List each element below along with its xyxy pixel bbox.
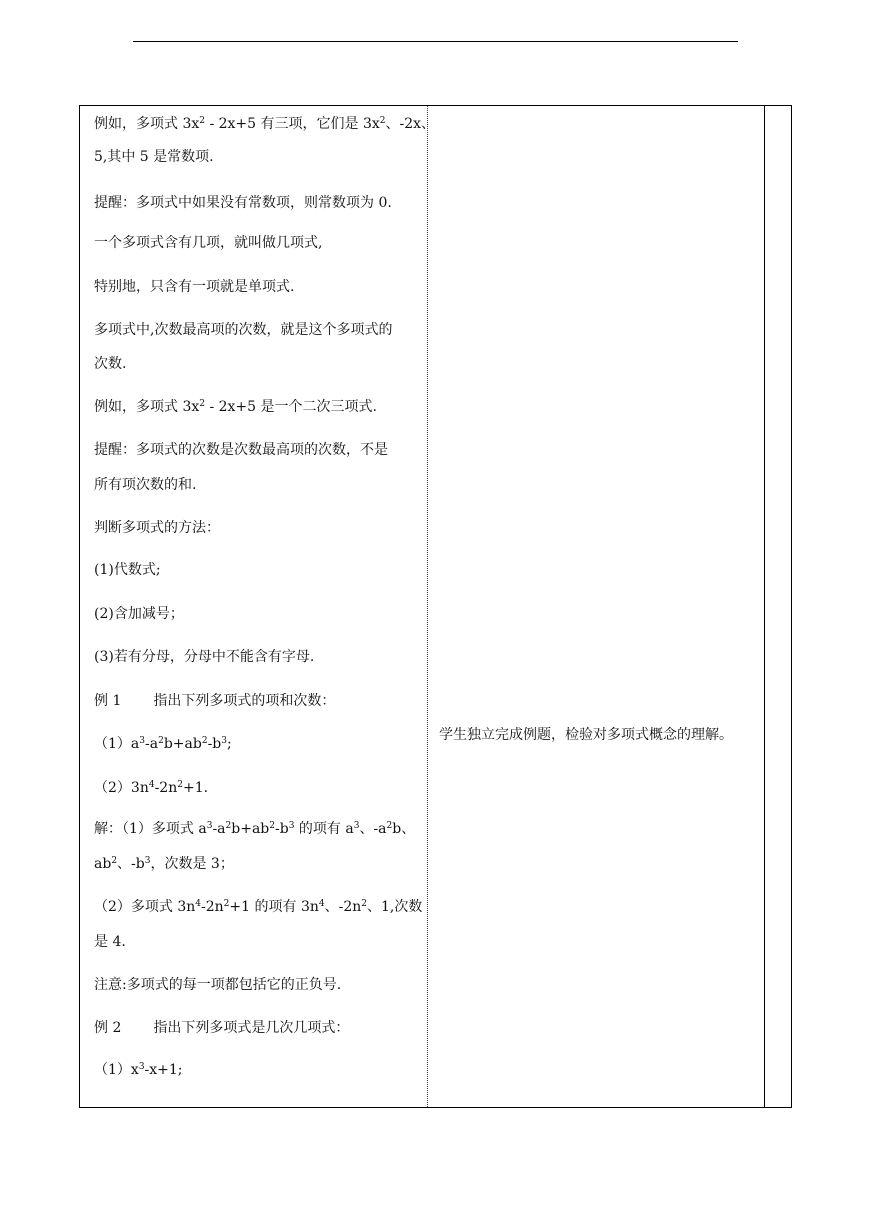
text-run: 判断多项式的方法： (94, 520, 220, 536)
example-text: 指出下列多项式是几次几项式： (153, 1020, 350, 1036)
text-line (94, 562, 161, 578)
text-run: 次数. (94, 356, 127, 372)
superscript: 2 (199, 116, 205, 126)
text-run: ab (94, 856, 112, 872)
text-run: 、-b (117, 856, 145, 872)
superscript: 4 (148, 780, 155, 790)
text-run: -b (207, 736, 222, 752)
content-column (80, 106, 436, 1107)
text-line (94, 977, 341, 993)
superscript: 2 (199, 399, 205, 409)
superscript: 2 (158, 736, 164, 746)
text-line (94, 356, 126, 372)
text-run: +1 的项有 3n (229, 899, 319, 915)
superscript: 2 (201, 736, 208, 746)
text-run: 多项式中,次数最高项的次数，就是这个多项式的 (94, 322, 393, 338)
text-run: - 2x+5 是一个二次三项式. (205, 399, 377, 415)
text-line (94, 442, 388, 458)
text-run: (1)代数式; (94, 562, 161, 578)
text-line (94, 934, 126, 950)
text-line (94, 279, 294, 295)
text-run: 例如，多项式 3x (94, 116, 200, 132)
text-run: 、-2n (324, 899, 362, 915)
text-run: -a (212, 821, 226, 837)
text-run: b+ab (163, 736, 202, 752)
text-run: 特别地，只含有一项就是单项式. (94, 279, 295, 295)
text-run: 5,其中 5 是常数项. (94, 149, 214, 165)
superscript: 2 (223, 899, 230, 909)
lesson-table (79, 105, 792, 1108)
text-run: 、1,次数 (367, 899, 423, 915)
text-line (94, 649, 314, 665)
activity-note: 学生独立完成例题，检验对多项式概念的理解。 (439, 727, 733, 743)
superscript: 2 (177, 780, 183, 790)
superscript: 3 (221, 736, 227, 746)
superscript: 3 (138, 1062, 145, 1072)
text-run: （2）多项式 3n (94, 899, 196, 915)
superscript: 2 (225, 821, 232, 831)
text-run: 注意:多项式的每一项都包括它的正负号. (94, 977, 342, 993)
text-line (94, 736, 232, 752)
text-run: b+ab (231, 821, 270, 837)
text-run: 所有项次数的和. (94, 477, 197, 493)
example-label: 例 2 (94, 1020, 122, 1036)
text-run: （2）3n (94, 780, 149, 796)
text-line (94, 821, 415, 837)
text-line (94, 116, 435, 132)
text-run: ; (227, 736, 232, 752)
text-run: 的项有 a (294, 821, 354, 837)
text-run: 、-2x、 (385, 116, 436, 132)
text-line (94, 899, 422, 915)
text-line (94, 606, 184, 622)
text-line (94, 856, 234, 872)
text-line (94, 322, 392, 338)
text-run: (3)若有分母，分母中不能含有字母. (94, 649, 315, 665)
superscript: 3 (288, 821, 295, 831)
activity-column (428, 106, 765, 1107)
text-line (94, 1020, 349, 1036)
text-line (94, 693, 335, 709)
text-run: （1）x (94, 1062, 139, 1078)
text-run: - 2x+5 有三项，它们是 3x (205, 116, 380, 132)
header-rule (133, 41, 738, 42)
text-line (94, 1062, 183, 1078)
superscript: 4 (318, 899, 325, 909)
superscript: 3 (144, 856, 151, 866)
text-line (94, 477, 196, 493)
text-run: -x+1; (144, 1062, 183, 1078)
text-run: 提醒：多项式中如果没有常数项，则常数项为 0. (94, 195, 392, 211)
text-run: -b (275, 821, 289, 837)
text-run: -a (145, 736, 159, 752)
superscript: 3 (139, 736, 145, 746)
superscript: 3 (206, 821, 213, 831)
text-run: -2n (201, 899, 224, 915)
text-run: 、-a (359, 821, 387, 837)
text-line (94, 149, 214, 165)
example-label: 例 1 (94, 693, 122, 709)
text-run: -2n (154, 780, 178, 796)
text-line (94, 399, 377, 415)
text-run: ，次数是 3； (150, 856, 234, 872)
text-run: 解：（1）多项式 a (94, 821, 207, 837)
text-run: 提醒：多项式的次数是次数最高项的次数，不是 (94, 442, 388, 458)
superscript: 2 (379, 116, 386, 126)
text-run: 例如，多项式 3x (94, 399, 200, 415)
narrow-column (765, 106, 793, 1107)
text-line (94, 780, 208, 796)
text-run: b、 (392, 821, 416, 837)
superscript: 4 (195, 899, 202, 909)
text-line (94, 520, 220, 536)
text-run: (2)含加减号； (94, 606, 184, 622)
text-run: 是 4. (94, 934, 126, 950)
superscript: 2 (111, 856, 118, 866)
text-run: （1）a (94, 736, 140, 752)
superscript: 2 (361, 899, 367, 909)
text-run: 一个多项式含有几项，就叫做几项式, (94, 235, 323, 251)
superscript: 3 (353, 821, 360, 831)
example-text: 指出下列多项式的项和次数： (153, 693, 336, 709)
text-line (94, 195, 392, 211)
text-run: +1. (182, 780, 209, 796)
text-line (94, 235, 322, 251)
superscript: 2 (269, 821, 276, 831)
superscript: 2 (386, 821, 393, 831)
